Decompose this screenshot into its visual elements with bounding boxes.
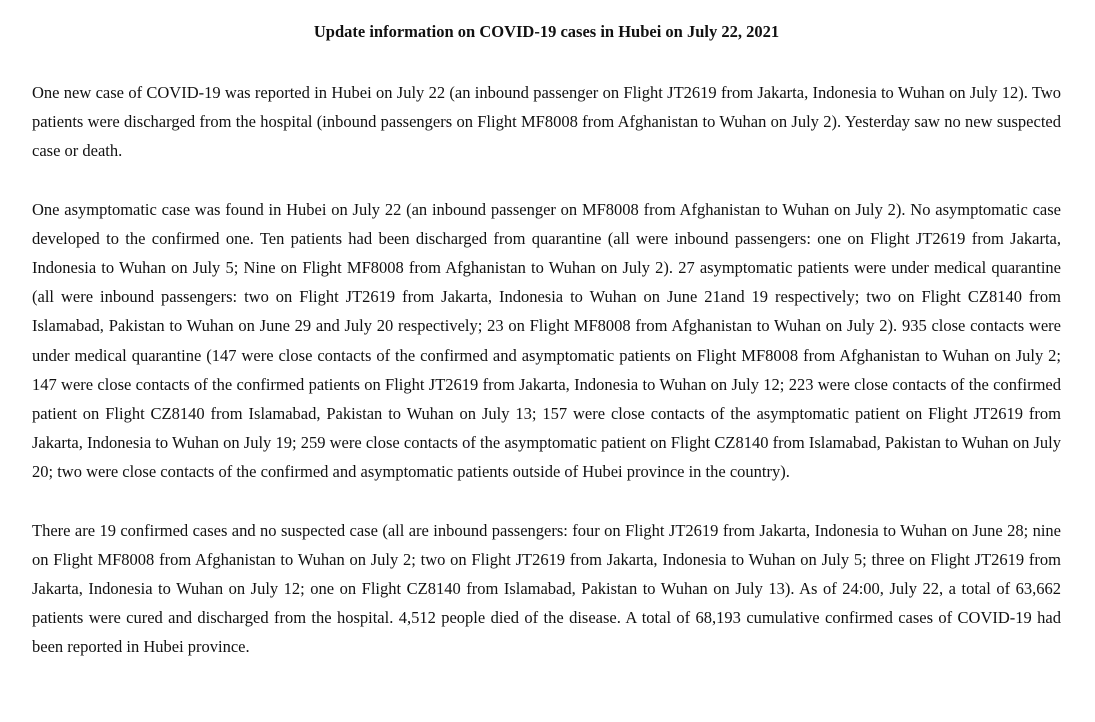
paragraph-asymptomatic: One asymptomatic case was found in Hubei on July 22 (an inbound passenger on MF8008 from Afghanistan to Wuhan on July 2). No asymptomatic case developed to the confirmed one. Ten patients had been discharged from quarantine (all were inbound passengers: one on Flight JT2619 from Jakarta, Indonesia to Wuhan on July 5; Nine on Flight MF8008 from Afghanistan to Wuhan on July 2). 27 asymptomatic patients were under medical quarantine (all were inbound passengers: two on Flight JT2619 from Jakarta, Indonesia to Wuhan on June 21and 19 respectively; two on Flight CZ8140 from Islamabad, Pakistan to Wuhan on June 29 and July 20 respectively; 23 on Flight MF8008 from Afghanistan to Wuhan on July 2). 935 close contacts were under medical quarantine (147 were close contacts of the confirmed and asymptomatic patients on Flight MF8008 from Afghanistan to Wuhan on July 2; 147 were close contacts of the confirmed patients on Flight JT2619 from Jakarta, Indonesia to Wuhan on July 12; 223 were close contacts of the confirmed patient on Flight CZ8140 from Islamabad, Pakistan to Wuhan on July 13; 157 were close contacts of the asymptomatic patient on Flight JT2619 from Jakarta, Indonesia to Wuhan on July 19; 259 were close contacts of the asymptomatic patient on Flight CZ8140 from Islamabad, Pakistan to Wuhan on July 20; two were close contacts of the confirmed and asymptomatic patients outside of Hubei province in the country). — [32, 199, 1061, 482]
document-title: Update information on COVID-19 cases in Hubei on July 22, 2021 — [313, 22, 780, 41]
paragraph-confirmed-totals: There are 19 confirmed cases and no suspected case (all are inbound passengers: four on Flight JT2619 from Jakarta, Indonesia to Wuhan on June 28; nine on Flight MF8008 from Afghanistan to Wuhan on July 2; two on Flight JT2619 from Jakarta, Indonesia to Wuhan on July 5; three on Flight JT2619 from Jakarta, Indonesia to Wuhan on July 12; one on Flight CZ8140 from Islamabad, Pakistan to Wuhan on July 13). As of 24:00, July 22, a total of 63,662 patients were cured and discharged from the hospital. 4,512 people died of the disease. A total of 68,193 cumulative confirmed cases of COVID-19 had been reported in Hubei province. — [32, 520, 1061, 657]
paragraph-new-case: One new case of COVID-19 was reported in Hubei on July 22 (an inbound passenger on Flight JT2619 from Jakarta, Indonesia to Wuhan on July 12). Two patients were discharged from the hospital (inbound passengers on Flight MF8008 from Afghanistan to Wuhan on July 2). Yesterday saw no new suspected case or death. — [32, 83, 1061, 161]
document-body — [32, 78, 1061, 662]
